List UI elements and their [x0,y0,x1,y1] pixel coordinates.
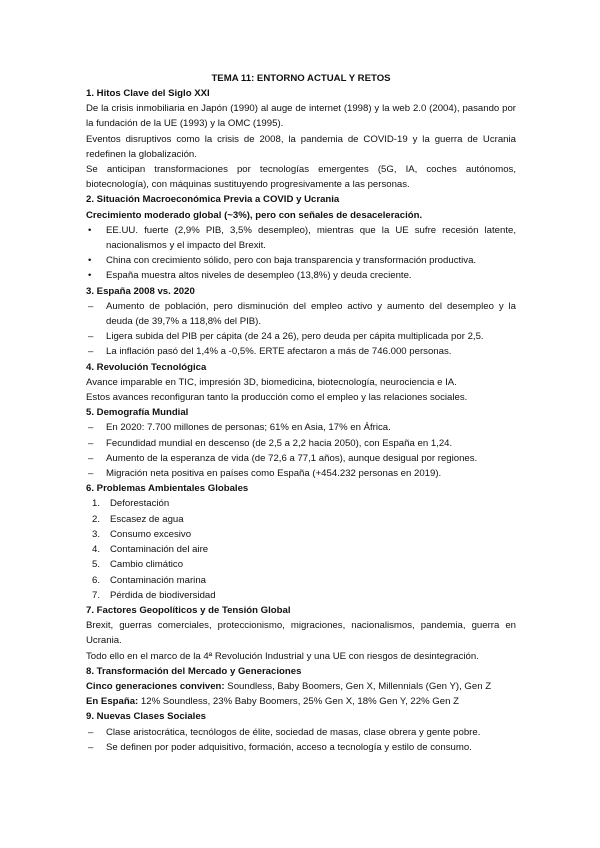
list-item [86,557,516,572]
list-item [86,253,516,268]
dash-marker: – [88,741,94,753]
list-item-text: Clase aristocrática, tecnólogos de élite, sociedad de masas, clase obrera y gente pobre. [106,726,481,738]
section-7-heading: 7. Factores Geopolíticos y de Tensión Global [86,604,291,616]
list-item [86,268,516,283]
section-7-paragraph-1: Brexit, guerras comerciales, proteccionismo, migraciones, nacionalismos, pandemia, guerra en Ucrania. [86,620,516,647]
section-2-heading: 2. Situación Macroeconómica Previa a COVID y Ucrania [86,194,340,206]
list-number: 6. [92,574,101,586]
dash-marker: – [88,346,94,358]
list-item [86,573,516,588]
section-9-heading: 9. Nuevas Clases Sociales [86,711,206,723]
dash-marker: – [88,422,94,434]
section-1-paragraph-3: Se anticipan transformaciones por tecnologías emergentes (5G, IA, coches autónomos, biotecnología), con máquinas sustituyendo progresivamente a las personas. [86,164,516,191]
section-4-heading: 4. Revolución Tecnológica [86,361,207,373]
list-item [86,512,516,527]
section-6-heading: 6. Problemas Ambientales Globales [86,483,249,495]
list-item-text: En 2020: 7.700 millones de personas; 61% en Asia, 17% en África. [106,422,391,434]
spain-generations-line [86,694,516,709]
list-item-text: Deforestación [110,498,170,510]
list-item [86,740,516,755]
list-item [86,451,516,466]
list-item-text: Contaminación del aire [110,544,209,556]
list-item-text: Ligera subida del PIB per cápita (de 24 a 26), pero deuda per cápita multiplicada por 2,5. [106,331,484,343]
list-item [86,436,516,451]
list-item-text: China con crecimiento sólido, pero con baja transparencia y transformación productiva. [106,255,477,267]
section-2-subheading: Crecimiento moderado global (~3%), pero con señales de desaceleración. [86,209,423,221]
list-item-text: Escasez de agua [110,513,184,525]
generations-list: Soundless, Baby Boomers, Gen X, Millennials (Gen Y), Gen Z [224,680,492,692]
bullet-marker: • [88,255,92,267]
section-1-heading: 1. Hitos Clave del Siglo XXI [86,88,210,99]
list-item [86,466,516,481]
list-item-text: Pérdida de biodiversidad [110,589,216,601]
dash-marker: – [88,331,94,343]
dash-marker: – [88,468,94,480]
list-item [86,420,516,435]
section-1-paragraph-2: Eventos disruptivos como la crisis de 2008, la pandemia de COVID-19 y la guerra de Ucrania redefinen la globalización. [86,133,516,160]
list-item [86,329,516,344]
dash-marker: – [88,726,94,738]
list-item [86,299,516,329]
list-item-text: Aumento de población, pero disminución del empleo activo y aumento del desempleo y la deuda (de 39,7% a 118,8% del PIB). [106,300,516,328]
dash-marker: – [88,300,94,312]
document-content [86,72,516,755]
section-2-bullet-list [86,223,516,284]
list-item-text: Fecundidad mundial en descenso (de 2,5 a 2,2 hacia 2050), con España en 1,24. [106,437,453,449]
list-item-text: Migración neta positiva en países como España (+454.232 personas en 2019). [106,468,442,480]
section-3-heading: 3. España 2008 vs. 2020 [86,285,195,297]
section-8-heading: 8. Transformación del Mercado y Generaciones [86,665,302,677]
list-number: 2. [92,513,101,525]
generations-label: Cinco generaciones conviven: [86,680,225,692]
section-3-dash-list [86,299,516,360]
list-number: 1. [92,498,101,510]
list-number: 4. [92,544,101,556]
list-item [86,725,516,740]
list-number: 5. [92,559,101,571]
section-4-paragraph-1: Avance imparable en TIC, impresión 3D, biomedicina, biotecnología, neurociencia e IA. [86,376,457,388]
document-title: TEMA 11: ENTORNO ACTUAL Y RETOS [211,73,391,84]
section-1-paragraph-1: De la crisis inmobiliaria en Japón (1990) al auge de internet (1998) y la web 2.0 (2004), pasando por la fundación de la UE (1993) y la OMC (1995). [86,103,516,130]
section-5-dash-list [86,420,516,481]
list-item-text: Consumo excesivo [110,528,192,540]
list-item [86,496,516,511]
dash-marker: – [88,437,94,449]
list-item-text: Cambio climático [110,559,184,571]
list-item [86,527,516,542]
list-item [86,542,516,557]
list-item-text: La inflación pasó del 1,4% a -0,5%. ERTE afectaron a más de 746.000 personas. [106,346,452,358]
list-item-text: España muestra altos niveles de desempleo (13,8%) y deuda creciente. [106,270,412,282]
list-item [86,223,516,253]
section-4-paragraph-2: Estos avances reconfiguran tanto la producción como el empleo y las relaciones sociales. [86,392,468,404]
list-item-text: Contaminación marina [110,574,206,586]
spain-label: En España: [86,696,139,708]
list-number: 7. [92,589,101,601]
bullet-marker: • [88,224,92,236]
generations-line [86,679,516,694]
list-item-text: Se definen por poder adquisitivo, formación, acceso a tecnología y estilo de consumo. [106,741,472,753]
list-item-text: EE.UU. fuerte (2,9% PIB, 3,5% desempleo), mientras que la UE sufre recesión latente, nacionalismos y el impacto del Brexit. [106,224,516,252]
list-number: 3. [92,528,101,540]
section-5-heading: 5. Demografía Mundial [86,407,189,419]
list-item [86,344,516,359]
list-item-text: Aumento de la esperanza de vida (de 72,6 a 77,1 años), aunque desigual por regiones. [106,452,478,464]
bullet-marker: • [88,270,92,282]
dash-marker: – [88,452,94,464]
section-6-numbered-list [86,496,516,602]
list-item [86,588,516,603]
section-9-dash-list [86,725,516,755]
spain-percentages: 12% Soundless, 23% Baby Boomers, 25% Gen X, 18% Gen Y, 22% Gen Z [138,696,459,708]
section-7-paragraph-2: Todo ello en el marco de la 4ª Revolución Industrial y una UE con riesgos de desintegración. [86,650,479,662]
